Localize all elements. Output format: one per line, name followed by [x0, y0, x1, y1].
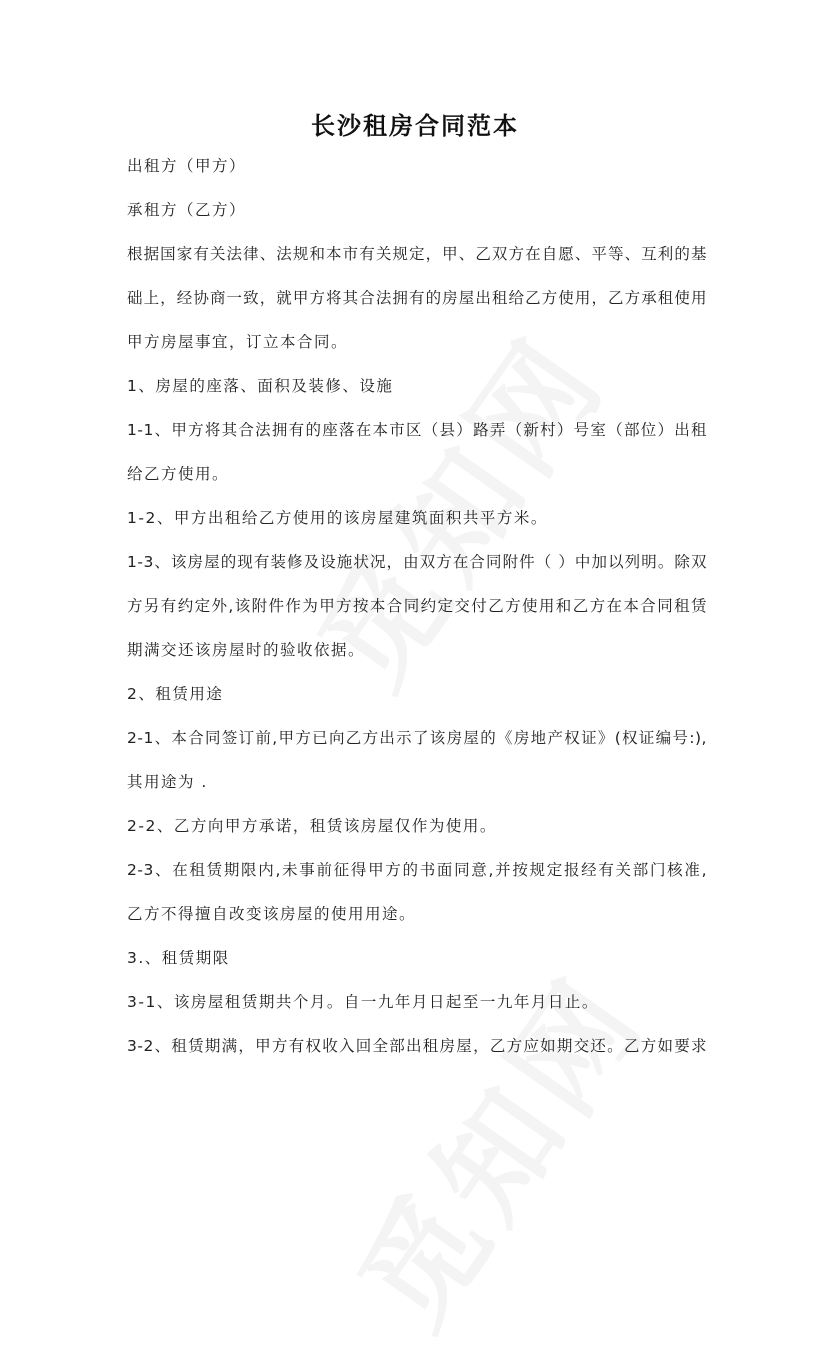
- document-line: 2-1、本合同签订前,甲方已向乙方出示了该房屋的《房地产权证》(权证编号:),: [127, 729, 707, 747]
- document-line: 根据国家有关法律、法规和本市有关规定，甲、乙双方在自愿、平等、互利的基: [127, 245, 707, 263]
- document-line: 给乙方使用。: [127, 465, 230, 483]
- document-line: 其用途为 .: [127, 773, 208, 791]
- document-line: 2-3、在租赁期限内,未事前征得甲方的书面同意,并按规定报经有关部门核准,: [127, 861, 707, 879]
- document-line: 3.、租赁期限: [127, 949, 230, 967]
- document-line: 1、房屋的座落、面积及装修、设施: [127, 377, 394, 395]
- document-line: 1-2、甲方出租给乙方使用的该房屋建筑面积共平方米。: [127, 509, 548, 527]
- document-body: [127, 152, 707, 1076]
- document-line: 甲方房屋事宜，订立本合同。: [127, 333, 349, 351]
- document-line: 出租方（甲方）: [127, 157, 247, 175]
- document-line: 承租方（乙方）: [127, 201, 247, 219]
- document-line: 1-3、该房屋的现有装修及设施状况，由双方在合同附件（ ）中加以列明。除双: [127, 553, 707, 571]
- document-title: 长沙租房合同范本: [311, 111, 519, 140]
- document-line: 础上，经协商一致，就甲方将其合法拥有的房屋出租给乙方使用，乙方承租使用: [127, 289, 707, 307]
- document-line: 3-2、租赁期满，甲方有权收入回全部出租房屋，乙方应如期交还。乙方如要求: [127, 1037, 707, 1055]
- document-line: 2-2、乙方向甲方承诺，租赁该房屋仅作为使用。: [127, 817, 497, 835]
- document-line: 乙方不得擅自改变该房屋的使用用途。: [127, 905, 417, 923]
- document-line: 2、租赁用途: [127, 685, 224, 703]
- document-line: 方另有约定外,该附件作为甲方按本合同约定交付乙方使用和乙方在本合同租赁: [127, 597, 707, 615]
- document-line: 1-1、甲方将其合法拥有的座落在本市区（县）路弄（新村）号室（部位）出租: [127, 421, 707, 439]
- document-line: 3-1、该房屋租赁期共个月。自一九年月日起至一九年月日止。: [127, 993, 599, 1011]
- document-line: 期满交还该房屋时的验收依据。: [127, 641, 366, 659]
